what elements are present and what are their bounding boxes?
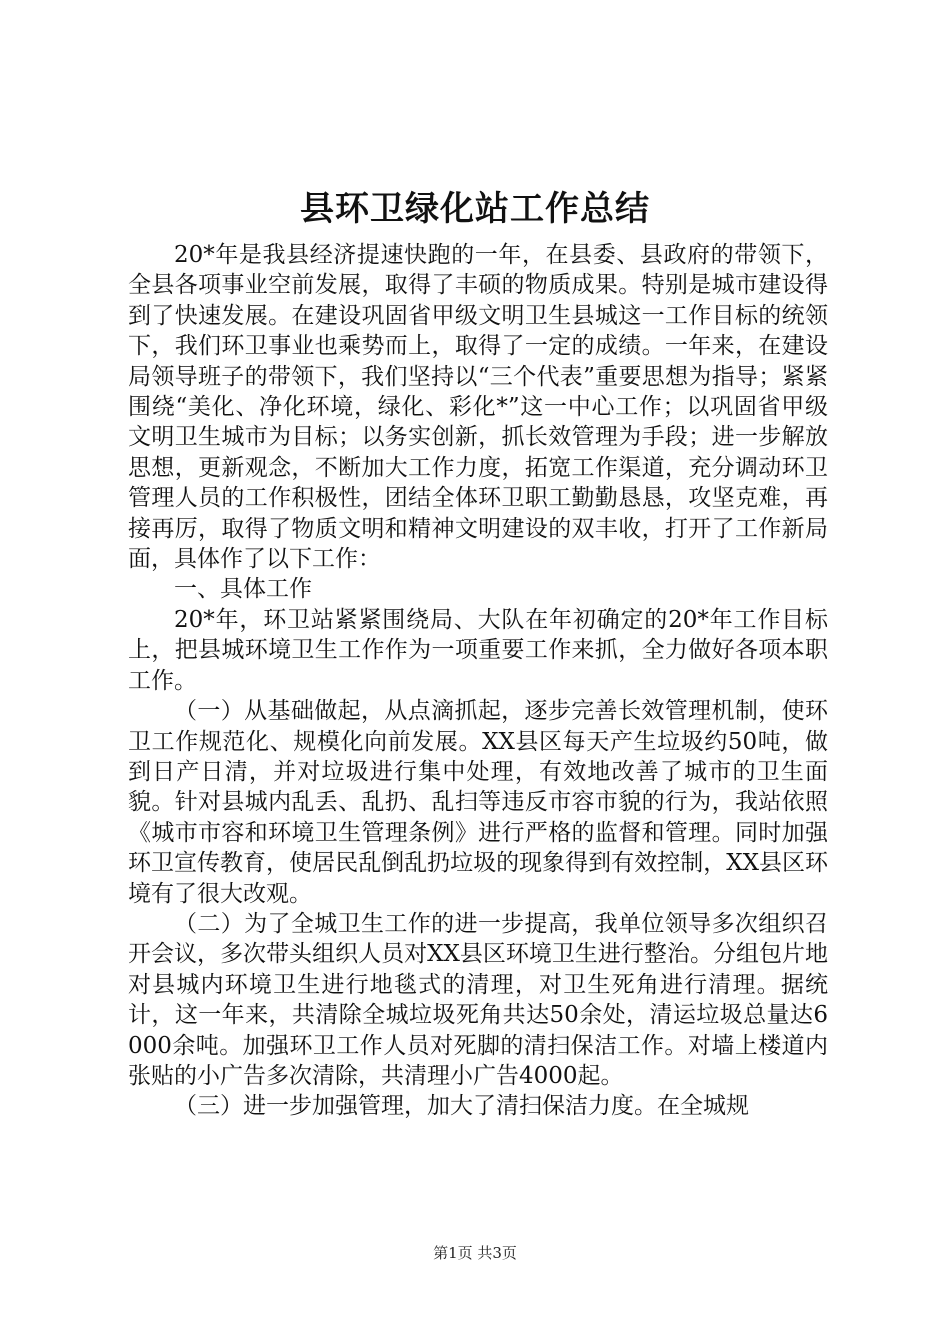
paragraph-item-1: （一）从基础做起，从点滴抓起，逐步完善长效管理机制，使环卫工作规范化、规模化向前发展。XX县区每天产生垃圾约50吨，做到日产日清，并对垃圾进行集中处理，有效地改善了城市的卫生面貌。针对县城内乱丢、乱扔、乱扫等违反市容市貌的行为，我站依照《城市市容和环境卫生管理条例》进行严格的监督和管理。同时加强环卫宣传教育，使居民乱倒乱扔垃圾的现象得到有效控制，XX县区环境有了很大改观。: [128, 698, 828, 907]
paragraph-item-2: （二）为了全城卫生工作的进一步提高，我单位领导多次组织召开会议，多次带头组织人员对XX县区环境卫生进行整治。分组包片地对县城内环境卫生进行地毯式的清理，对卫生死角进行清理。据统计，这一年来，共清除全城垃圾死角共达50余处，清运垃圾总量达6000余吨。加强环卫工作人员对死脚的清扫保洁工作。对墙上楼道内张贴的小广告多次清除，共清理小广告4000起。: [128, 910, 828, 1089]
page-number-footer: 第1页 共3页: [433, 1244, 517, 1262]
document-title: 县环卫绿化站工作总结: [300, 189, 650, 229]
paragraph-item-3: （三）进一步加强管理，加大了清扫保洁力度。在全城规: [174, 1093, 749, 1120]
paragraph-overview: 20*年，环卫站紧紧围绕局、大队在年初确定的20*年工作目标上，把县城环境卫生工作作为一项重要工作来抓，全力做好各项本职工作。: [128, 606, 828, 694]
section-heading-specific-work: 一、具体工作: [174, 576, 312, 603]
paragraph-intro: 20*年是我县经济提速快跑的一年，在县委、县政府的带领下，全县各项事业空前发展，取得了丰硕的物质成果。特别是城市建设得到了快速发展。在建设巩固省甲级文明卫生县城这一工作目标的统领下，我们环卫事业也乘势而上，取得了一定的成绩。一年来，在建设局领导班子的带领下，我们坚持以“三个代表”重要思想为指导；紧紧围绕“美化、净化环境，绿化、彩化*”这一中心工作；以巩固省甲级文明卫生城市为目标；以务实创新，抓长效管理为手段；进一步解放思想，更新观念，不断加大工作力度，拓宽工作渠道，充分调动环卫管理人员的工作积极性，团结全体环卫职工勤勤恳恳，攻坚克难，再接再厉，取得了物质文明和精神文明建设的双丰收，打开了工作新局面，具体作了以下工作：: [128, 242, 828, 573]
document-body: [128, 240, 828, 1122]
